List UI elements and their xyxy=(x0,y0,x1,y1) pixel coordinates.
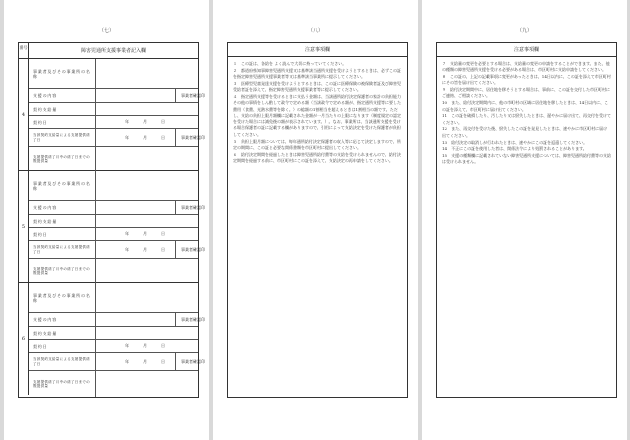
provider-seal-cell: 事業者確認印 xyxy=(175,201,210,214)
row-contract-amount[interactable] xyxy=(29,327,198,340)
row-contract-amount[interactable] xyxy=(29,215,198,228)
notes-table xyxy=(227,42,408,398)
date-fields: 年 月 日 xyxy=(125,343,165,348)
label-support-content: 支援の内容 xyxy=(33,205,57,210)
note-paragraph: 12 また、再交付を受けた後、紛失したこの証を発見したときは、速やかに市区町村に届け出てください。 xyxy=(442,126,608,138)
label-end-date: 当該契約支給量による支援提供終了日 xyxy=(33,133,90,142)
row-provided-amount[interactable] xyxy=(29,371,198,397)
label-contract-date: 契約日 xyxy=(33,119,48,125)
label-contract-date: 契約日 xyxy=(33,343,48,349)
row-contract-amount[interactable] xyxy=(29,103,198,116)
row-provided-amount[interactable] xyxy=(29,147,198,171)
note-paragraph: 14 不正にこの証を使用した者は、関係法令により処罰されることがあります。 xyxy=(442,146,587,152)
row-provider-name[interactable] xyxy=(29,59,198,89)
notes-table xyxy=(436,42,617,398)
row-contract-date[interactable] xyxy=(29,340,198,353)
label-provider-name: 事業者及びその事業所の名称 xyxy=(33,292,91,303)
note-paragraph: ７ 支給量の変更を必要とする場合は、支給量の変更の申請をすることができます。また、他の種類の障害児通所支援を受ける必要がある場合は、市区町村に支給申請をしてください。 xyxy=(442,61,610,73)
date-fields: 年 月 日 xyxy=(125,134,165,140)
label-contract-amount: 契約支給量 xyxy=(33,106,57,112)
entry-block xyxy=(19,171,205,283)
label-support-content: 支援の内容 xyxy=(33,317,57,322)
provider-seal-cell: 事業者確認印 xyxy=(175,89,210,102)
note-paragraph: ２ 都道府県知事障害児通所支援又は基準該当通所支援を受けようとするときは、必ずこの証を指定障害児通所支援事業者等又は基準該当事業所に提示してください。 xyxy=(233,67,401,80)
label-provided-amount: 支援提供終了月中の終了日までの既提供量 xyxy=(33,379,90,388)
label-end-date: 当該契約支給量による支援提供終了日 xyxy=(33,357,90,366)
date-fields: 年 月 日 xyxy=(125,231,165,236)
notes-body xyxy=(442,61,611,166)
row-support-content[interactable] xyxy=(29,201,205,215)
provider-seal-cell: 事業者確認印 xyxy=(175,353,210,370)
row-provider-name[interactable] xyxy=(29,171,198,201)
page-seven xyxy=(4,0,209,440)
row-provider-name[interactable] xyxy=(29,283,198,313)
provider-seal-cell: 事業者確認印 xyxy=(175,129,210,146)
row-support-content[interactable] xyxy=(29,89,205,103)
date-fields: 年 月 日 xyxy=(125,246,165,252)
label-provider-name: 事業者及びその事業所の名称 xyxy=(33,180,91,191)
row-end-date[interactable] xyxy=(29,129,205,147)
notes-title: 注意事項欄 xyxy=(228,43,407,57)
page-nine xyxy=(422,0,627,440)
page-number: （七） xyxy=(98,28,114,34)
provider-seal-cell: 事業者確認印 xyxy=(175,241,210,258)
note-paragraph: ９ 給付決定期間中に、居住地を移そうとする場合は、事前に、この証を交付した市区町村にご連絡、ご相談ください。 xyxy=(442,87,610,99)
note-paragraph: ４ 指定通所支援等を受けるときに支払う金額は、当該通所給付決定保護者の家計の負担能力その他の事情をしん酌して政令で定める額（当該政令で定める額が、指定通所支援等に要した費用（食費、光熱水費等を除く。）の総額の1割相当を超えるときは1割相当の額です。ただし、支給の負担上限月額欄に記載された金額が一月当たりの上限になります（制度規定の認定を受けた場合には減免後の額が表示されています。）。なお、事業所は、当該通所支援を受ける場合保護者の証に記載する欄がありますので、引用によって支給決定を受けた保護者が負担してください。 xyxy=(233,93,401,137)
row-contract-date[interactable] xyxy=(29,116,198,129)
note-paragraph: 11 この証を破損したり、汚したり又は紛失したときは、遅やかに届け出て、再交付を受けてください。 xyxy=(442,113,612,125)
table-title: 障害児通所支援事業者記入欄 xyxy=(80,48,146,54)
note-paragraph: ５ 負担上限月額については、毎年通所給付決定保護者の収入等に応じて決定しますので、所定の期間に、この証と必要な関係書類を市区町村に提出してください。 xyxy=(233,138,401,150)
label-contract-amount: 契約支給量 xyxy=(33,330,57,336)
entry-block xyxy=(19,59,205,171)
label-provided-amount: 支援提供終了月中の終了日までの既提供量 xyxy=(33,154,90,163)
note-paragraph: ６ 給付決定期間を経過したときは障害児通所給付費等の支給を受けられませんので、給付決定期間を経過する前に、市区町村にこの証を添えて、支給決定の再申請をしてください。 xyxy=(233,151,401,163)
label-contract-date: 契約日 xyxy=(33,231,48,237)
entry-block xyxy=(19,283,205,395)
notes-body xyxy=(233,61,402,165)
number-column-header: 番号 xyxy=(19,43,29,59)
label-end-date: 当該契約支給量による支援提供終了日 xyxy=(33,245,90,254)
page-number: （八） xyxy=(307,28,323,34)
row-provided-amount[interactable] xyxy=(29,259,198,283)
block-number: 6 xyxy=(19,283,29,395)
label-contract-amount: 契約支給量 xyxy=(33,218,57,224)
note-paragraph: 15 支援の種類欄に記載されていない障害児通所支援については、障害児通所給付費等の支給は受けられません。 xyxy=(442,153,612,165)
note-paragraph: 10 また、給付決定期間内に、他の市町村の区域に居住地を移したときは、14日以内に、この証を添えて、市区町村に届け出てください。 xyxy=(442,100,609,112)
note-paragraph: 13 給付決定の取消しが行われたときは、速やかにこの証を返還してください。 xyxy=(442,139,588,145)
table-header xyxy=(19,43,198,59)
page-eight xyxy=(213,0,418,440)
date-fields: 年 月 日 xyxy=(125,358,165,364)
row-support-content[interactable] xyxy=(29,313,205,327)
note-paragraph: ３ 医療型児童発達支援を受けようとするときは、この証に医療保険の被保険者証及び障害児受給者証を添えて、指定障害児通所支援事業者等に提示してください。 xyxy=(233,80,401,93)
block-number: 4 xyxy=(19,59,29,170)
note-paragraph: ８ この証の、上記の記載事項に変更があったときは、14日以内に、この証を添えて市区町村にその旨を届け出てください。 xyxy=(442,74,611,86)
block-number: 5 xyxy=(19,171,29,282)
provider-entry-table xyxy=(18,42,205,398)
label-support-content: 支援の内容 xyxy=(33,93,57,98)
note-paragraph: １ この証は、各給を よく読んで大切に持っていてください。 xyxy=(233,61,347,66)
date-fields: 年 月 日 xyxy=(125,119,165,124)
notes-title: 注意事項欄 xyxy=(437,43,616,57)
provider-seal-cell: 事業者確認印 xyxy=(175,313,210,326)
label-provided-amount: 支援提供終了月中の終了日までの既提供量 xyxy=(33,266,90,275)
page-number: （九） xyxy=(516,28,532,34)
row-contract-date[interactable] xyxy=(29,228,198,241)
row-end-date[interactable] xyxy=(29,241,205,259)
label-provider-name: 事業者及びその事業所の名称 xyxy=(33,68,91,79)
row-end-date[interactable] xyxy=(29,353,205,371)
